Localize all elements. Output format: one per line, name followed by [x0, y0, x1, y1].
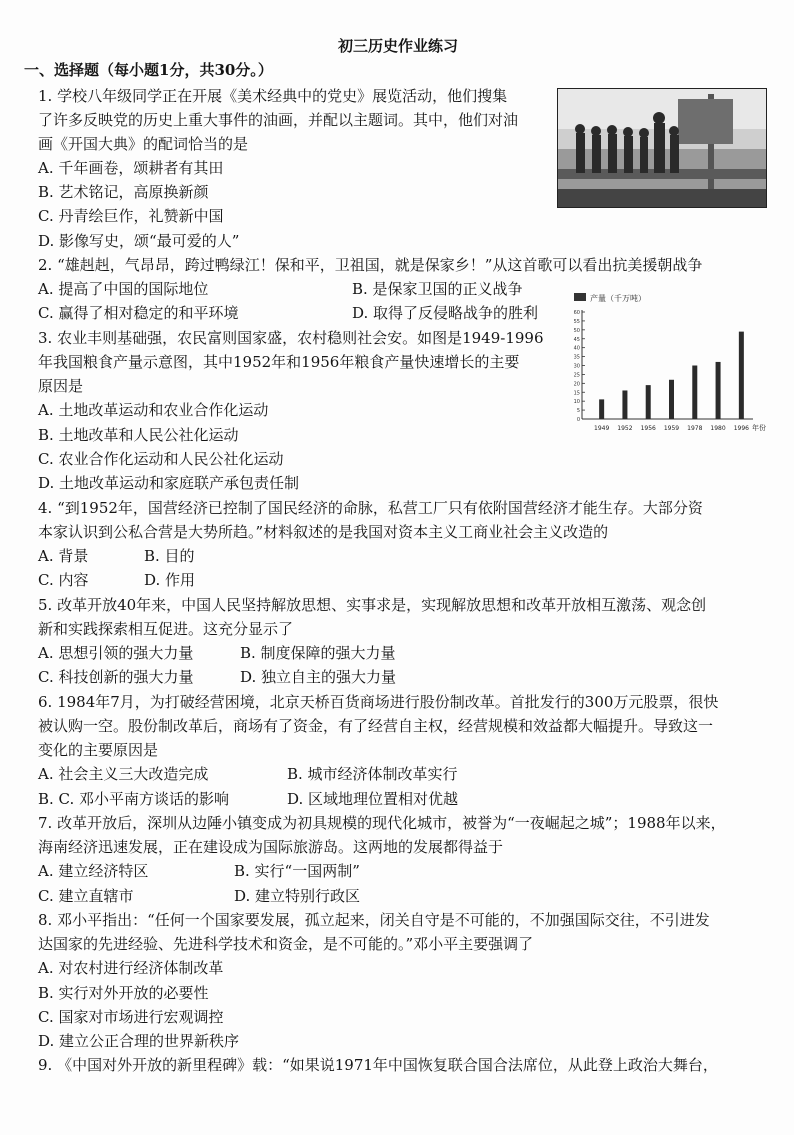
question-2-stem: 2. “雄赳赳，气昂昂，跨过鸭绿江！保和平，卫祖国，就是保家乡！”从这首歌可以看出抗美援朝战争: [38, 256, 703, 274]
y-tick-label: 55: [573, 318, 580, 325]
question-4-option-a: A. 背景: [38, 547, 89, 565]
x-tick-label: 1959: [663, 425, 680, 432]
x-tick-label: 1980: [710, 425, 726, 432]
question-1-option-d: D. 影像写史，颂“最可爱的人”: [38, 232, 240, 250]
grain-production-chart: [568, 290, 768, 436]
question-8-option-b: B. 实行对外开放的必要性: [38, 984, 209, 1002]
question-5-line-1: 5. 改革开放40年来，中国人民坚持解放思想、实事求是，实现解放思想和改革开放相互激荡、观念创: [38, 596, 707, 614]
y-tick-label: 20: [573, 381, 580, 388]
question-6-option-a: A. 社会主义三大改造完成: [38, 765, 209, 783]
question-7-option-b: B. 实行“一国两制”: [234, 862, 360, 880]
question-4-option-d: D. 作用: [144, 571, 196, 589]
question-3-option-a: A. 土地改革运动和农业合作化运动: [38, 401, 269, 419]
chart-title: 产量（千万吨）: [590, 294, 646, 303]
question-6-option-d: D. 区域地理位置相对优越: [287, 790, 459, 808]
question-1-line-2: 了许多反映党的历史上重大事件的油画，并配以主题词。其中，他们对油: [38, 111, 519, 129]
question-3-option-b: B. 土地改革和人民公社化运动: [38, 426, 239, 444]
question-3-option-c: C. 农业合作化运动和人民公社化运动: [38, 450, 284, 468]
x-tick-label: 1952: [617, 425, 633, 432]
question-6-line-1: 6. 1984年7月，为打破经营困境，北京天桥百货商场进行股份制改革。首批发行的300万元股票，很快: [38, 693, 719, 711]
question-9-line-1: 9. 《中国对外开放的新里程碑》载：“如果说1971年中国恢复联合国合法席位，从此登上政治大舞台，: [38, 1056, 718, 1074]
y-tick-label: 60: [573, 310, 580, 316]
question-5-option-a: A. 思想引领的强大力量: [38, 644, 194, 662]
question-3-option-d: D. 土地改革运动和家庭联产承包责任制: [38, 474, 300, 492]
y-tick-label: 15: [573, 390, 580, 397]
bar-1978: [692, 366, 697, 420]
question-4-line-1: 4. “到1952年，国营经济已控制了国民经济的命脉，私营工厂只有依附国营经济才能生存。大部分资: [38, 499, 703, 517]
question-3-line-1: 3. 农业丰则基础强，农民富则国家盛，农村稳则社会安。如图是1949-1996: [38, 329, 544, 347]
y-tick-label: 5: [576, 408, 580, 415]
y-tick-label: 0: [576, 417, 580, 423]
x-tick-label: 1996: [733, 425, 749, 432]
question-8-option-d: D. 建立公正合理的世界新秩序: [38, 1032, 240, 1050]
question-7-line-2: 海南经济迅速发展，正在建设成为国际旅游岛。这两地的发展都得益于: [38, 838, 504, 856]
y-tick-label: 45: [573, 336, 580, 343]
question-1-line-3: 画《开国大典》的配词恰当的是: [38, 135, 249, 153]
bar-1952: [622, 390, 627, 419]
chart-legend: [574, 293, 646, 303]
question-5-option-c: C. 科技创新的强大力量: [38, 668, 194, 686]
question-1-option-b: B. 艺术铭记，高原换新颜: [38, 183, 209, 201]
y-tick-label: 35: [573, 354, 580, 361]
bar-1956: [646, 385, 651, 419]
page-title: 初三历史作业练习: [338, 37, 459, 55]
question-1-line-1: 1. 学校八年级同学正在开展《美术经典中的党史》展览活动，他们搜集: [38, 87, 508, 105]
y-tick-label: 10: [573, 399, 580, 406]
question-8-line-1: 8. 邓小平指出：“任何一个国家要发展，孤立起来，闭关自守是不可能的，不加强国际交往，不引进发: [38, 911, 710, 929]
x-tick-label: 1956: [640, 425, 656, 432]
question-7-option-c: C. 建立直辖市: [38, 887, 134, 905]
section-title: 一、选择题（每小题1分，共30分。）: [24, 61, 273, 79]
bar-1959: [669, 380, 674, 419]
question-1-option-c: C. 丹青绘巨作，礼赞新中国: [38, 207, 224, 225]
y-tick-label: 50: [573, 327, 580, 334]
question-7-option-a: A. 建立经济特区: [38, 862, 149, 880]
y-tick-label: 40: [573, 345, 580, 352]
question-8-line-2: 达国家的先进经验、先进科学技术和资金，是不可能的。”邓小平主要强调了: [38, 935, 534, 953]
question-5-option-d: D. 独立自主的强大力量: [240, 668, 397, 686]
question-2-option-b: B. 是保家卫国的正义战争: [352, 280, 523, 298]
question-2-option-d: D. 取得了反侵略战争的胜利: [352, 304, 539, 322]
bar-1996: [739, 332, 744, 419]
y-tick-label: 25: [573, 372, 580, 379]
painting-image: [558, 89, 766, 207]
question-3-line-3: 原因是: [38, 377, 84, 395]
question-3-line-2: 年我国粮食产量示意图，其中1952年和1956年粮食产量快速增长的主要: [38, 353, 520, 371]
founding-ceremony-painting: [557, 88, 767, 208]
question-4-option-c: C. 内容: [38, 571, 89, 589]
x-tick-label: 1978: [687, 425, 703, 432]
question-5-line-2: 新和实践探索相互促进。这充分显示了: [38, 620, 294, 638]
question-4-line-2: 本家认识到公私合营是大势所趋。”材料叙述的是我国对资本主义工商业社会主义改造的: [38, 523, 609, 541]
question-6-option-b: B. 城市经济体制改革实行: [287, 765, 458, 783]
bar-1949: [599, 399, 604, 419]
question-4-option-b: B. 目的: [144, 547, 195, 565]
question-2-option-c: C. 赢得了相对稳定的和平环境: [38, 304, 239, 322]
x-axis-label: 年份: [752, 424, 766, 432]
question-1-option-a: A. 千年画卷，颂耕者有其田: [38, 159, 224, 177]
question-6-option-c: B. C. 邓小平南方谈话的影响: [38, 790, 230, 808]
question-8-option-a: A. 对农村进行经济体制改革: [38, 959, 224, 977]
question-7-option-d: D. 建立特别行政区: [234, 887, 361, 905]
question-6-line-2: 被认购一空。股份制改革后，商场有了资金，有了经营自主权，经营规模和效益都大幅提升。导致这一: [38, 717, 714, 735]
x-tick-label: 1949: [594, 425, 610, 432]
bar-1980: [716, 362, 721, 419]
grain-chart-svg: [568, 290, 768, 436]
question-8-option-c: C. 国家对市场进行宏观调控: [38, 1008, 224, 1026]
y-tick-label: 30: [573, 363, 580, 370]
question-6-line-3: 变化的主要原因是: [38, 741, 159, 759]
question-7-line-1: 7. 改革开放后，深圳从边陲小镇变成为初具规模的现代化城市，被誉为“一夜崛起之城”；1988年以来，: [38, 814, 726, 832]
question-2-option-a: A. 提高了中国的国际地位: [38, 280, 209, 298]
legend-swatch: [574, 293, 586, 301]
question-5-option-b: B. 制度保障的强大力量: [240, 644, 396, 662]
